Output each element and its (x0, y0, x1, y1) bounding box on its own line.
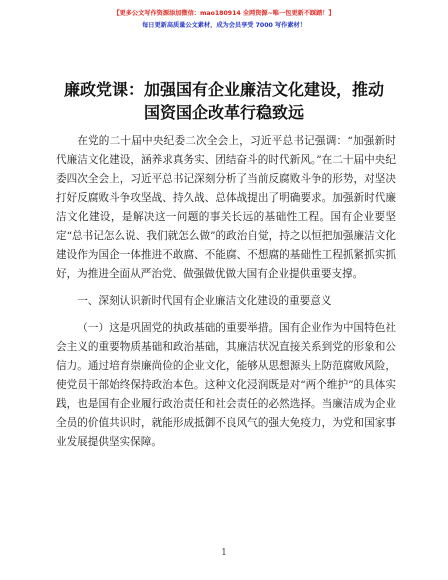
subsection-paragraph: （一）这是巩固党的执政基础的重要举措。国有企业作为中国特色社会主义的重要物质基础和政治基础，其廉洁状况直接关系到党的形象和公信力。通过培育崇廉尚俭的企业文化，能够从思想源头上防范腐败风险，使党员干部始终保持政治本色。这种文化浸润既是对“两个维护”的具体实践，也是国有企业履行政治责任和社会责任的必然选择。当廉洁成为企业全员的价值共识时，就能形成抵御不良风气的强大免疫力，为党和国家事业发展提供坚实保障。 (56, 322, 396, 448)
promo-line-1: 【更多公文写作资源添加微信：mao180914 全网资源~唯一包更新不踩踏！】 (113, 10, 335, 17)
page-number: 1 (221, 548, 227, 558)
title-line-1: 廉政党课：加强国有企业廉洁文化建设，推动 (63, 80, 384, 99)
document-body (56, 132, 396, 452)
promo-banner (0, 8, 448, 32)
section-heading: 一、深刻认识新时代国有企业廉洁文化建设的重要意义 (77, 295, 332, 307)
intro-paragraph: 在党的二十届中央纪委二次全会上，习近平总书记强调：“加强新时代廉洁文化建设，涵养求真务实、团结奋斗的时代新风。”在二十届中央纪委四次全会上，习近平总书记深刻分析了当前反腐败斗争的形势，对坚决打好反腐败斗争攻坚战、持久战、总体战提出了明确要求。加强新时代廉洁文化建设，是解决这一问题的事关长远的基础性工程。国有企业要坚定“总书记怎么说、我们就怎么做”的政治自觉，持之以恒把加强廉洁文化建设作为国企一体推进不敢腐、不能腐、不想腐的基础性工程抓紧抓实抓好，为推进全面从严治党、做强做优做大国有企业提供重要支撑。 (56, 135, 396, 280)
title-line-2: 国资国企改革行稳致远 (143, 103, 304, 122)
promo-line-2: 每日更新高质量公文素材，成为会员享受 7000 写作素材！ (142, 22, 306, 29)
document-title (30, 78, 418, 124)
